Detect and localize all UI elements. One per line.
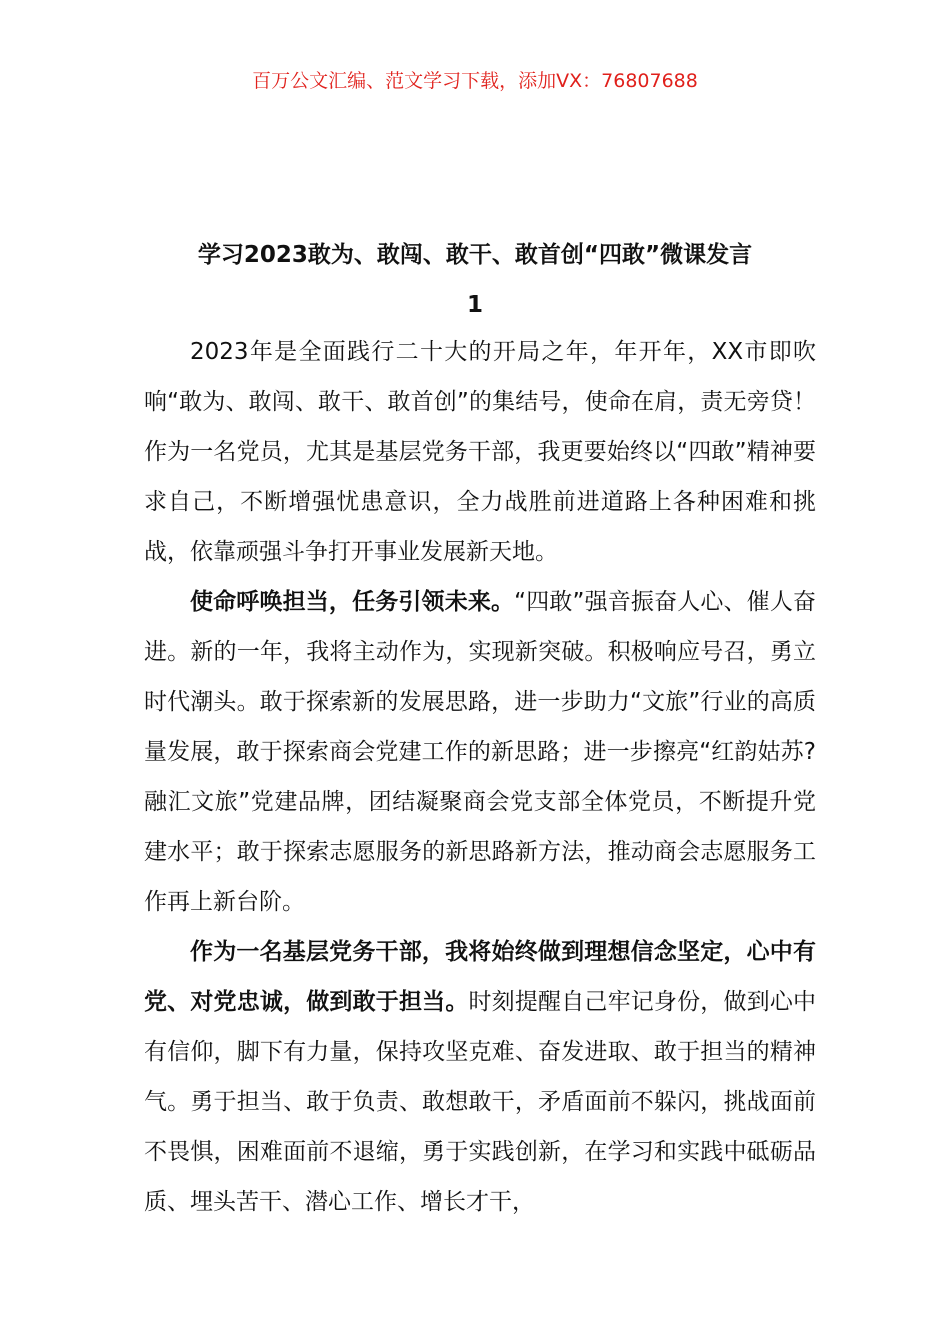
header-note: 百万公文汇编、范文学习下载，添加VX：76807688 — [252, 70, 698, 92]
paragraph-2 — [144, 577, 816, 927]
title-line-2: 1 — [466, 292, 483, 318]
paragraph-2-text: “四敢”强音振奋人心、催人奋进。新的一年，我将主动作为，实现新突破。积极响应号召，勇立时代潮头。敢于探索新的发展思路，进一步助力“文旅”行业的高质量发展，敢于探索商会党建工作的新思路；进一步擦亮“红韵姑苏?融汇文旅”党建品牌，团结凝聚商会党支部全体党员，不断提升党建水平；敢于探索志愿服务的新思路新方法，推动商会志愿服务工作再上新台阶。 — [144, 589, 816, 915]
paragraph-1 — [144, 327, 816, 577]
document-body — [144, 327, 816, 1227]
paragraph-3-text: 时刻提醒自己牢记身份，做到心中有信仰，脚下有力量，保持攻坚克难、奋发进取、敢于担当的精神气。勇于担当、敢于负责、敢想敢干，矛盾面前不躲闪，挑战面前不畏惧，困难面前不退缩，勇于实践创新，在学习和实践中砥砺品质、埋头苦干、潜心工作、增长才干， — [144, 989, 817, 1215]
paragraph-3-lead: 作为一名基层党务干部，我将始终做到理想信念坚定，心中有党、对党忠诚，做到敢于担当。 — [144, 939, 816, 1015]
paragraph-2-lead: 使命呼唤担当，任务引领未来。 — [190, 589, 515, 615]
paragraph-3 — [144, 927, 816, 1227]
document-title — [144, 230, 806, 330]
title-line-1: 学习2023敢为、敢闯、敢干、敢首创“四敢”微课发言 — [197, 242, 753, 268]
paragraph-1-text: 2023年是全面践行二十大的开局之年，年开年，XX市即吹响“敢为、敢闯、敢干、敢首创”的集结号，使命在肩，责无旁贷！作为一名党员，尤其是基层党务干部，我更要始终以“四敢”精神要求自己，不断增强忧患意识，全力战胜前进道路上各种困难和挑战，依靠顽强斗争打开事业发展新天地。 — [144, 339, 816, 565]
